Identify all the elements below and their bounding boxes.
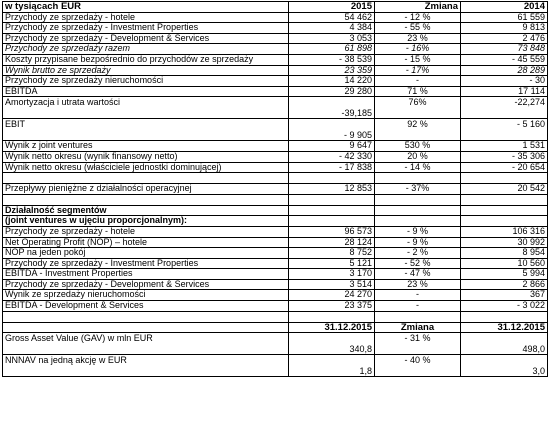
table-row (3, 119, 548, 141)
table-row (3, 54, 548, 65)
row-change: - 9 % (375, 237, 461, 248)
segments-title: Działalność segmentów (3, 205, 289, 216)
footer-header-row (3, 322, 548, 333)
row-2015: 3 514 (289, 279, 375, 290)
row-2014: 30 992 (461, 237, 548, 248)
row-2014: 106 316 (461, 226, 548, 237)
row-2015: - 42 330 (289, 151, 375, 162)
row-label: Przychody ze sprzedaży - hotele (3, 12, 289, 23)
row-2015: 54 462 (289, 12, 375, 23)
table-row (3, 86, 548, 97)
row-label: Wynik z joint ventures (3, 141, 289, 152)
header-change: Zmiana (375, 2, 461, 13)
row-2014: 20 542 (461, 184, 548, 195)
row-label: Przychody ze sprzedaży - hotele (3, 226, 289, 237)
row-change: - 2 % (375, 248, 461, 259)
row-label: Wynik netto okresu (wynik finansowy netto) (3, 151, 289, 162)
footer-row (3, 333, 548, 355)
table-row (3, 141, 548, 152)
table-row (3, 33, 548, 44)
footer-header-date-2: 31.12.2015 (461, 322, 548, 333)
row-2015: 24 270 (289, 290, 375, 301)
row-2015: 61 898 (289, 44, 375, 55)
row-label: Przepływy pieniężne z działalności operacyjnej (3, 184, 289, 195)
row-2015: 23 359 (289, 65, 375, 76)
segment-row (3, 237, 548, 248)
row-change: 23 % (375, 33, 461, 44)
row-label: NNNAV na jedną akcję w EUR (3, 355, 289, 377)
row-change: - 14 % (375, 162, 461, 173)
row-2015: 12 853 (289, 184, 375, 195)
header-label: w tysiącach EUR (3, 2, 289, 13)
row-change: 530 % (375, 141, 461, 152)
row-change: - 12 % (375, 12, 461, 23)
segment-row (3, 269, 548, 280)
footer-row (3, 355, 548, 377)
table-row (3, 23, 548, 34)
row-change: 76% (375, 97, 461, 119)
row-label: Przychody ze sprzedaży - Development & Services (3, 279, 289, 290)
row-change: 92 % (375, 119, 461, 141)
header-2015: 2015 (289, 2, 375, 13)
row-label: Wynik brutto ze sprzedaży (3, 65, 289, 76)
row-2014: 3,0 (461, 355, 548, 377)
row-label: Amortyzacja i utrata wartości (3, 97, 289, 119)
segment-row (3, 248, 548, 259)
row-2015: 28 124 (289, 237, 375, 248)
row-label: Przychody ze sprzedaży razem (3, 44, 289, 55)
table-row (3, 151, 548, 162)
row-label: EBITDA - Investment Properties (3, 269, 289, 280)
segments-subtitle-row (3, 216, 548, 227)
row-label: Net Operating Profit (NOP) – hotele (3, 237, 289, 248)
row-label: Przychody ze sprzedaży nieruchomości (3, 76, 289, 87)
row-change: - 31 % (375, 333, 461, 355)
table-row (3, 162, 548, 173)
row-2015: -39,185 (289, 97, 375, 119)
table-row (3, 44, 548, 55)
row-label: Wynik ze sprzedaży nieruchomości (3, 290, 289, 301)
row-2014: - 5 160 (461, 119, 548, 141)
row-label: Przychody ze sprzedaży - Investment Properties (3, 23, 289, 34)
row-change: - (375, 290, 461, 301)
row-change: - 40 % (375, 355, 461, 377)
row-label: Przychody ze sprzedaży - Development & Services (3, 33, 289, 44)
segment-row (3, 290, 548, 301)
row-2015: 4 384 (289, 23, 375, 34)
table-row (3, 65, 548, 76)
row-change: - 52 % (375, 258, 461, 269)
financial-table (2, 1, 548, 377)
row-2014: 28 289 (461, 65, 548, 76)
row-2014: - 20 654 (461, 162, 548, 173)
row-change: - 16% (375, 44, 461, 55)
table-row (3, 97, 548, 119)
row-2015: 14 220 (289, 76, 375, 87)
row-2015: - 17 838 (289, 162, 375, 173)
segments-subtitle: (joint ventures w ujęciu proporcjonalnym): (3, 216, 289, 227)
row-2015: 340,8 (289, 333, 375, 355)
segments-title-row (3, 205, 548, 216)
row-label: NOP na jeden pokój (3, 248, 289, 259)
row-change: 23 % (375, 279, 461, 290)
row-change: - (375, 301, 461, 312)
row-2014: - 3 022 (461, 301, 548, 312)
row-label: Przychody ze sprzedaży - Investment Properties (3, 258, 289, 269)
row-2014: 9 813 (461, 23, 548, 34)
segment-row (3, 258, 548, 269)
row-2014: 17 114 (461, 86, 548, 97)
row-2015: 3 170 (289, 269, 375, 280)
row-label: EBITDA - Development & Services (3, 301, 289, 312)
row-change: - 9 % (375, 226, 461, 237)
row-2014: 73 848 (461, 44, 548, 55)
row-2015: 9 647 (289, 141, 375, 152)
row-2014: -22,274 (461, 97, 548, 119)
spacer-row (3, 173, 548, 184)
row-change: - 37% (375, 184, 461, 195)
row-2014: 1 531 (461, 141, 548, 152)
row-2014: 10 560 (461, 258, 548, 269)
footer-header-change: Zmiana (375, 322, 461, 333)
spacer-row (3, 311, 548, 322)
row-2014: 2 476 (461, 33, 548, 44)
row-2014: 2 866 (461, 279, 548, 290)
table-row (3, 76, 548, 87)
row-change: 20 % (375, 151, 461, 162)
row-label: Koszty przypisane bezpośrednio do przychodów ze sprzedaży (3, 54, 289, 65)
header-2014: 2014 (461, 2, 548, 13)
row-change: - 47 % (375, 269, 461, 280)
row-2015: 5 121 (289, 258, 375, 269)
table-row (3, 12, 548, 23)
row-change: - 55 % (375, 23, 461, 34)
row-label: Gross Asset Value (GAV) w mln EUR (3, 333, 289, 355)
segment-row (3, 301, 548, 312)
row-change: - (375, 76, 461, 87)
row-2014: 61 559 (461, 12, 548, 23)
row-2015: 1,8 (289, 355, 375, 377)
row-label: Wynik netto okresu (właściciele jednostki dominującej) (3, 162, 289, 173)
row-2015: - 9 905 (289, 119, 375, 141)
row-change: - 15 % (375, 54, 461, 65)
row-2015: 3 053 (289, 33, 375, 44)
row-2015: 23 375 (289, 301, 375, 312)
table-header-row (3, 2, 548, 13)
row-change: 71 % (375, 86, 461, 97)
row-label: EBIT (3, 119, 289, 141)
row-2015: 29 280 (289, 86, 375, 97)
row-2014: - 45 559 (461, 54, 548, 65)
row-label: EBITDA (3, 86, 289, 97)
spacer-row (3, 194, 548, 205)
segment-row (3, 226, 548, 237)
footer-header-date: 31.12.2015 (289, 322, 375, 333)
row-2014: - 35 306 (461, 151, 548, 162)
row-2014: - 30 (461, 76, 548, 87)
table-row (3, 184, 548, 195)
row-2015: - 38 539 (289, 54, 375, 65)
row-2015: 96 573 (289, 226, 375, 237)
segment-row (3, 279, 548, 290)
row-2014: 8 954 (461, 248, 548, 259)
row-2014: 367 (461, 290, 548, 301)
row-2014: 498,0 (461, 333, 548, 355)
row-2014: 5 994 (461, 269, 548, 280)
row-2015: 8 752 (289, 248, 375, 259)
row-change: - 17% (375, 65, 461, 76)
